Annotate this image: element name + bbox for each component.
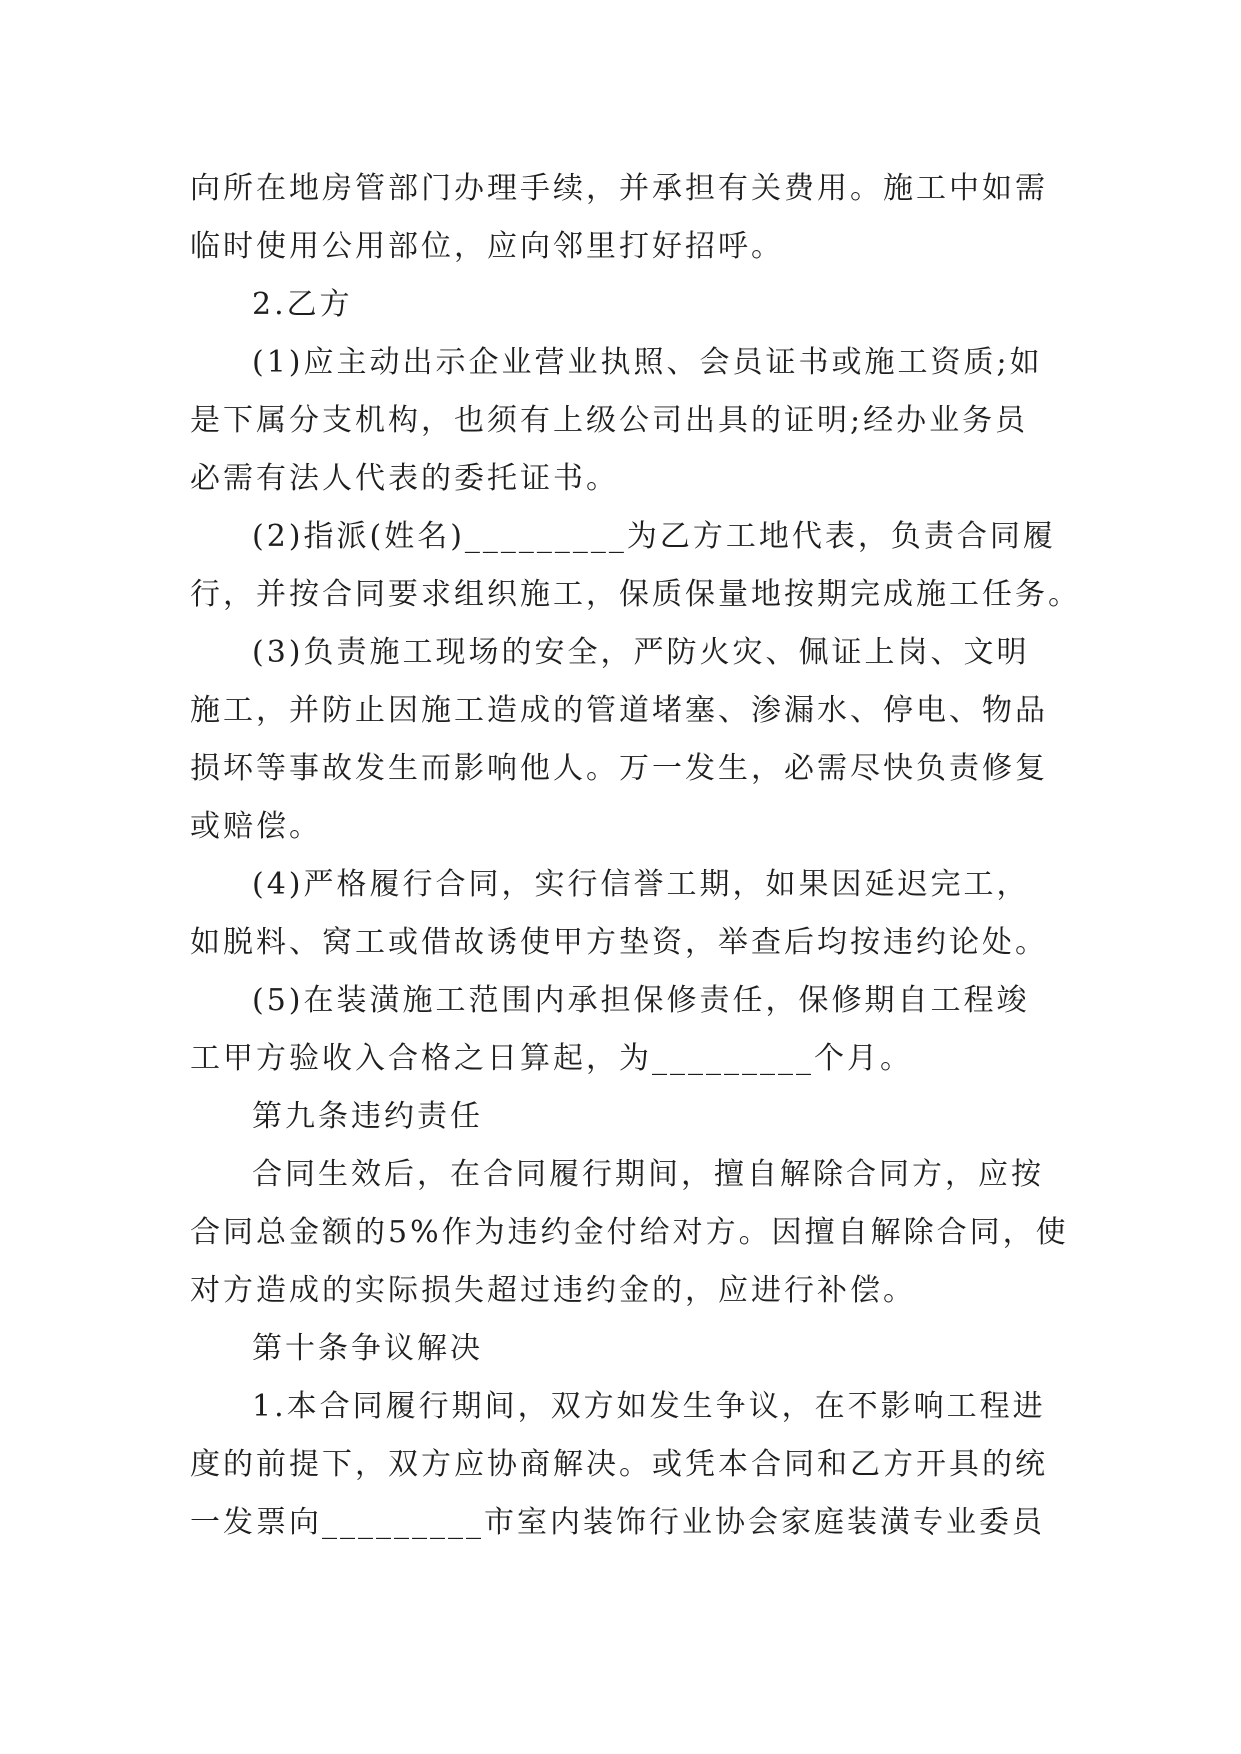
text-line-10: 施工，并防止因施工造成的管道堵塞、渗漏水、停电、物品 — [190, 693, 1048, 728]
section-heading-party-b: 2.乙方 — [252, 287, 353, 322]
text-line-18: 合同生效后，在合同履行期间，擅自解除合同方，应按 — [252, 1157, 1044, 1192]
text-line-23: 度的前提下，双方应协商解决。或凭本合同和乙方开具的统 — [190, 1447, 1048, 1482]
text-line-2: 临时使用公用部位，应向邻里打好招呼。 — [190, 229, 784, 264]
text-line-19: 合同总金额的5%作为违约金付给对方。因擅自解除合同，使 — [190, 1215, 1069, 1250]
text-line-15: (5)在装潢施工范围内承担保修责任，保修期自工程竣 — [252, 983, 1030, 1018]
article-heading-9: 第九条违约责任 — [252, 1099, 483, 1134]
text-line-11: 损坏等事故发生而影响他人。万一发生，必需尽快负责修复 — [190, 751, 1048, 786]
text-line-8: 行，并按合同要求组织施工，保质保量地按期完成施工任务。 — [190, 577, 1081, 612]
text-line-13: (4)严格履行合同，实行信誉工期，如果因延迟完工， — [252, 867, 1030, 902]
text-line-22: 1.本合同履行期间，双方如发生争议，在不影响工程进 — [252, 1389, 1046, 1424]
text-line-14: 如脱料、窝工或借故诱使甲方垫资，举查后均按违约论处。 — [190, 925, 1048, 960]
text-line-1: 向所在地房管部门办理手续，并承担有关费用。施工中如需 — [190, 171, 1048, 206]
article-heading-10: 第十条争议解决 — [252, 1331, 483, 1366]
text-line-24: 一发票向_________市室内装饰行业协会家庭装潢专业委员 — [190, 1505, 1045, 1540]
text-line-7: (2)指派(姓名)_________为乙方工地代表，负责合同履 — [252, 519, 1056, 554]
text-line-20: 对方造成的实际损失超过违约金的，应进行补偿。 — [190, 1273, 916, 1308]
document-body — [190, 160, 1081, 1552]
text-line-6: 必需有法人代表的委托证书。 — [190, 461, 619, 496]
text-line-16: 工甲方验收入合格之日算起，为_________个月。 — [190, 1041, 913, 1076]
text-line-5: 是下属分支机构，也须有上级公司出具的证明;经办业务员 — [190, 403, 1029, 438]
text-line-12: 或赔偿。 — [190, 809, 322, 844]
text-line-4: (1)应主动出示企业营业执照、会员证书或施工资质;如 — [252, 345, 1043, 380]
text-line-9: (3)负责施工现场的安全，严防火灾、佩证上岗、文明 — [252, 635, 1030, 670]
